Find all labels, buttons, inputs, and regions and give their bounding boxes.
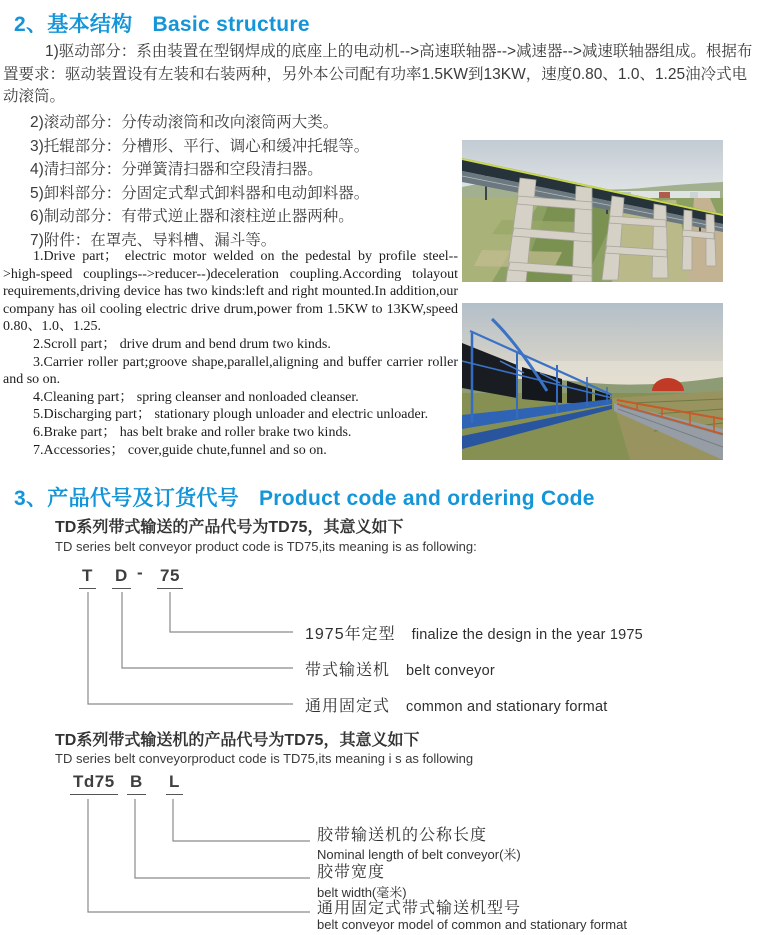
code-dash: -	[137, 563, 143, 582]
section2-heading	[14, 8, 310, 38]
english-item: 6.Brake part； has belt brake and roller brake two kinds.	[33, 424, 352, 440]
diagram1-label-conveyor-zh: 带式输送机	[305, 662, 391, 679]
td75-intro2-zh: TD系列带式输送机的产品代号为TD75，其意义如下	[55, 732, 420, 749]
diagram1-label-format-zh: 通用固定式	[305, 698, 391, 715]
diagram1-label-conveyor-en: belt conveyor	[406, 663, 495, 679]
td75-intro2-en: TD series belt conveyorproduct code is TD75,its meaning i s as following	[55, 751, 474, 766]
structure-list-item: 4)清扫部分：分弹簧清扫器和空段清扫器。	[30, 161, 323, 179]
structure-list-item: 7)附件：在罩壳、导料槽、漏斗等。	[30, 231, 277, 249]
diagram1-label-format	[305, 693, 607, 716]
english-item: 7.Accessories； cover,guide chute,funnel and so on.	[33, 442, 327, 458]
code-letter-L: L	[166, 772, 183, 795]
diagram1-label-format-en: common and stationary format	[406, 699, 608, 715]
section3-heading-en: Product code and ordering Code	[258, 487, 595, 510]
diagram2-label-model-en: belt conveyor model of common and stationary format	[317, 917, 627, 932]
structure-list	[30, 111, 460, 253]
blue-conveyor-walkway-photo	[462, 303, 723, 460]
td75-intro1-en: TD series belt conveyor product code is TD75,its meaning is as following:	[55, 539, 477, 554]
diagram2-label-model-zh: 通用固定式带式输送机型号	[317, 900, 522, 917]
diagram2-label-length-zh: 胶带输送机的公称长度	[317, 827, 488, 844]
section2-heading-en: Basic structure	[152, 13, 310, 36]
drive-part-paragraph: 1)驱动部分：系由装置在型钢焊成的底座上的电动机-->高速联轴器-->减速器-->减速联轴器组成。根据布置要求：驱动装置设有左装和右装两种，另外本公司配有功率1.5KW到13KW，速度0.80、1.0、1.25油冷式电动滚筒。	[3, 43, 753, 105]
code-letter-Td75: Td75	[70, 772, 118, 795]
english-item: 2.Scroll part； drive drum and bend drum two kinds.	[33, 336, 331, 352]
code-letter-T: T	[79, 566, 96, 589]
diagram2-label-width-en: belt width(毫米)	[317, 885, 407, 900]
section2-heading-zh: 2、基本结构	[14, 13, 133, 36]
diagram2-label-length-en: Nominal length of belt conveyor(米)	[317, 847, 521, 862]
conveyor-bridge-photo	[462, 140, 723, 282]
diagram1-label-conveyor	[305, 657, 495, 680]
diagram1-label-year-zh: 1975年定型	[305, 626, 396, 643]
section3-heading	[14, 482, 595, 512]
code-letter-D: D	[112, 566, 131, 589]
english-item: 1.Drive part； electric motor welded on the pedestal by profile steel-->high-speed couplings-->reducer--)deceleration coupling.According tolayout requirements,driving device has two kinds:left and right mounted.In addition,our company has oil cooling electric drive drum,power from 1.5KW to 13KW,speed 0.80、1.0、1.25.	[3, 249, 458, 335]
structure-list-item: 2)滚动部分：分传动滚筒和改向滚筒两大类。	[30, 114, 339, 131]
english-item: 4.Cleaning part； spring cleanser and nonloaded cleanser.	[33, 389, 359, 405]
english-item: 5.Discharging part； stationary plough unloader and electric unloader.	[33, 407, 429, 423]
english-translation-block	[3, 248, 458, 459]
diagram1-label-year-en: finalize the design in the year 1975	[411, 627, 643, 643]
diagram2-label-width-zh: 胶带宽度	[317, 864, 386, 881]
section3-heading-zh: 3、产品代号及订货代号	[14, 487, 239, 510]
structure-list-item: 5)卸料部分：分固定式犁式卸料器和电动卸料器。	[30, 184, 370, 202]
structure-list-item: 3)托辊部分：分槽形、平行、调心和缓冲托辊等。	[30, 137, 370, 155]
english-item: 3.Carrier roller part;groove shape,parallel,aligning and buffer carrier roller and so on.	[3, 354, 458, 388]
diagram1-label-year	[305, 621, 643, 644]
code-letter-B: B	[127, 772, 146, 795]
structure-list-item: 6)制动部分：有带式逆止器和滚柱逆止器两种。	[30, 208, 354, 226]
code-number-75: 75	[157, 566, 183, 589]
td75-intro1-zh: TD系列带式输送的产品代号为TD75，其意义如下	[55, 519, 404, 536]
